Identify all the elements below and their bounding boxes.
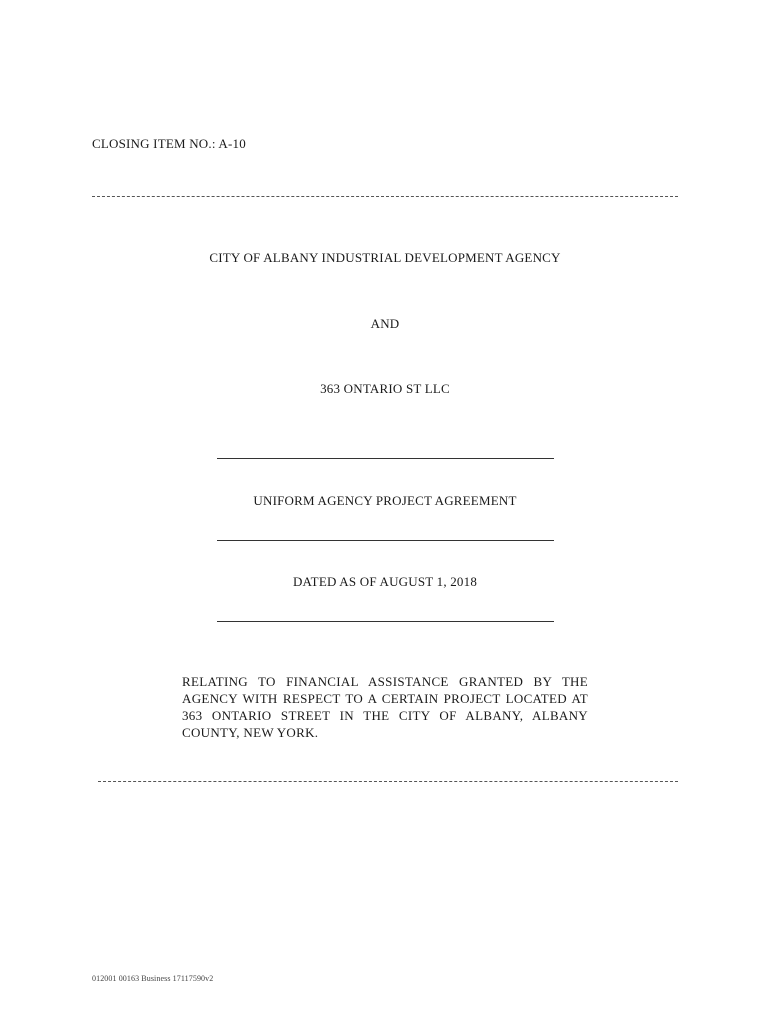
title-rule-top xyxy=(217,458,554,459)
closing-item-number: CLOSING ITEM NO.: A-10 xyxy=(92,136,246,151)
footer-document-id: 012001 00163 Business 17117590v2 xyxy=(92,974,214,983)
top-divider xyxy=(92,196,678,197)
relating-paragraph: RELATING TO FINANCIAL ASSISTANCE GRANTED BY THE AGENCY WITH RESPECT TO A CERTAIN PROJECT LOCATED AT 363 ONTARIO STREET IN THE CITY OF ALBANY, ALBANY COUNTY, NEW YORK. xyxy=(182,674,588,740)
party-two: 363 ONTARIO ST LLC xyxy=(320,381,450,396)
title-rule-bottom xyxy=(217,621,554,622)
agreement-title: UNIFORM AGENCY PROJECT AGREEMENT xyxy=(253,493,517,508)
bottom-divider xyxy=(98,781,678,782)
title-rule-middle xyxy=(217,540,554,541)
party-one: CITY OF ALBANY INDUSTRIAL DEVELOPMENT AGENCY xyxy=(209,250,561,265)
dated-line: DATED AS OF AUGUST 1, 2018 xyxy=(292,574,478,589)
conjunction-and: AND xyxy=(370,316,400,331)
